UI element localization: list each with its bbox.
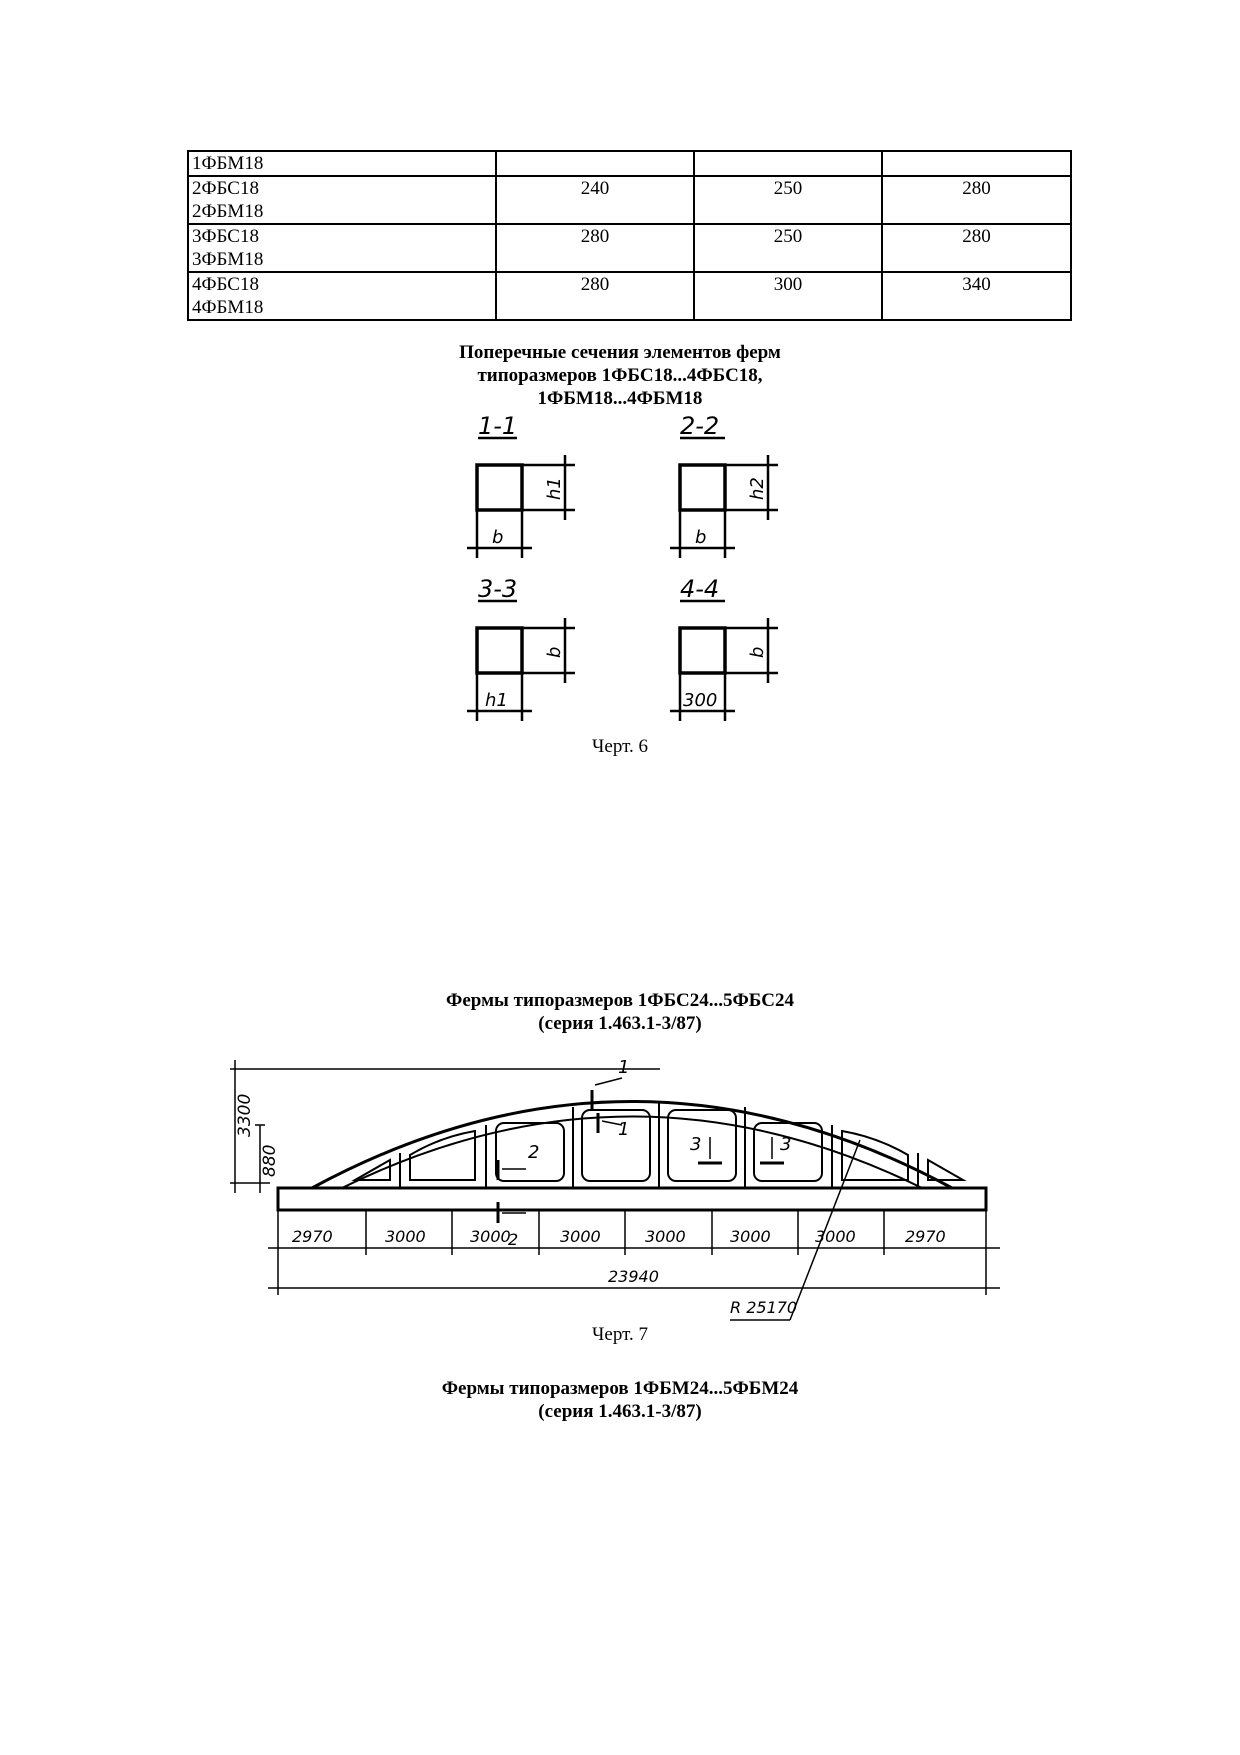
type-cell: 1ФБМ18 [188, 151, 496, 176]
section-mark: 3 [780, 1134, 792, 1155]
table-row [188, 176, 1071, 224]
section-label: 2-2 [680, 412, 720, 440]
dimension-label: b [544, 646, 565, 658]
panel-dimension: 3000 [385, 1227, 426, 1246]
dimension-label: b [695, 527, 707, 548]
section-mark: 1 [618, 1119, 630, 1140]
dimension-label: h2 [747, 477, 768, 500]
value-cell: 240 [496, 176, 694, 224]
section-label: 3-3 [478, 575, 518, 603]
value-cell: 280 [496, 224, 694, 272]
section-mark: 3 [690, 1134, 702, 1155]
dimension-label: b [492, 527, 504, 548]
type-cell: 2ФБС18 2ФБМ18 [188, 176, 496, 224]
radius-label: R 25170 [730, 1298, 798, 1317]
figure-caption: Черт. 7 [592, 1324, 648, 1345]
dimension-label: 300 [683, 690, 718, 711]
panel-dimension: 3000 [815, 1227, 856, 1246]
figure-caption: Черт. 6 [592, 736, 648, 757]
value-cell: 300 [694, 272, 882, 320]
panel-dimension: 2970 [292, 1227, 333, 1246]
section-heading: Фермы типоразмеров 1ФБС24...5ФБС24 (серия 1.463.1-3/87) [446, 990, 794, 1034]
panel-dimension: 3000 [560, 1227, 601, 1246]
panel-dimension: 3000 [645, 1227, 686, 1246]
table-row [188, 224, 1071, 272]
section-heading: Поперечные сечения элементов ферм типоразмеров 1ФБС18...4ФБС18, 1ФБМ18...4ФБМ18 [459, 342, 781, 409]
dimension-label: h1 [485, 690, 508, 711]
type-cell: 4ФБС18 4ФБМ18 [188, 272, 496, 320]
panel-dimension: 3000 [730, 1227, 771, 1246]
section-label: 1-1 [478, 412, 518, 440]
cross-sections-drawing [450, 410, 810, 730]
dimensions-table [187, 150, 1072, 321]
table-row [188, 272, 1071, 320]
type-cell: 3ФБС18 3ФБМ18 [188, 224, 496, 272]
value-cell [694, 151, 882, 176]
section-mark: 2 [508, 1230, 519, 1249]
section-mark: 2 [528, 1142, 540, 1163]
section-label: 4-4 [680, 575, 720, 603]
value-cell: 340 [882, 272, 1071, 320]
value-cell [882, 151, 1071, 176]
span-dimension: 23940 [608, 1267, 659, 1286]
value-cell: 250 [694, 176, 882, 224]
dimension-label: 880 [260, 1144, 280, 1177]
panel-dimension: 2970 [905, 1227, 946, 1246]
value-cell: 280 [882, 224, 1071, 272]
value-cell: 280 [496, 272, 694, 320]
dimension-label: b [747, 646, 768, 658]
value-cell [496, 151, 694, 176]
value-cell: 280 [882, 176, 1071, 224]
section-mark: 1 [618, 1057, 630, 1078]
panel-dimension: 3000 [470, 1227, 511, 1246]
dimension-label: 3300 [235, 1093, 255, 1137]
dimension-label: h1 [544, 477, 565, 500]
section-heading: Фермы типоразмеров 1ФБМ24...5ФБМ24 (серия 1.463.1-3/87) [441, 1378, 799, 1422]
truss-drawing [230, 1055, 1020, 1335]
table-row [188, 151, 1071, 176]
value-cell: 250 [694, 224, 882, 272]
